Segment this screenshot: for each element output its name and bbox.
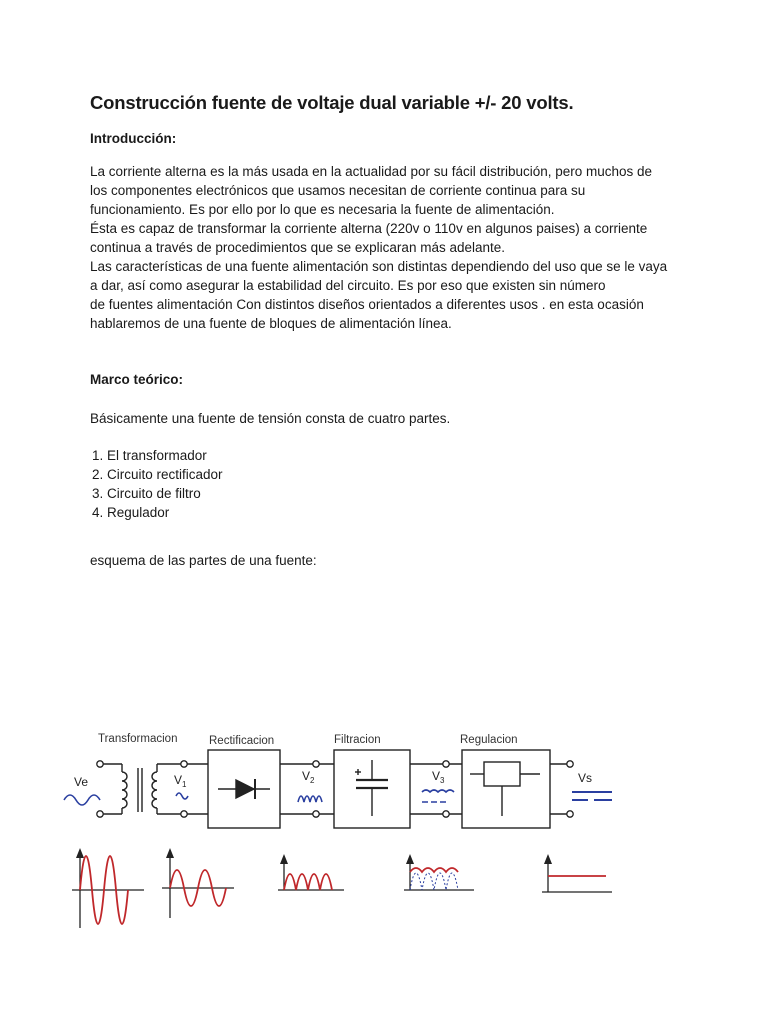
v1-wave-icon <box>176 793 188 799</box>
regulator-ic <box>484 762 520 786</box>
list-item: 2. Circuito rectificador <box>92 467 223 482</box>
diode-icon <box>236 780 254 798</box>
waveform-rectified <box>278 854 344 890</box>
secondary-coil <box>152 772 157 808</box>
waveform-ac-secondary <box>162 848 234 918</box>
ac-input-wave-icon <box>64 795 100 805</box>
intro-line: de fuentes alimentación Con distintos diseños orientados a diferentes usos . en esta ocasión <box>90 297 644 312</box>
label-vs: Vs <box>578 771 593 785</box>
marco-heading: Marco teórico: <box>90 372 184 387</box>
marco-text: Básicamente una fuente de tensión consta de cuatro partes. <box>90 411 451 426</box>
list-item: 1. El transformador <box>92 448 207 463</box>
intro-line: La corriente alterna es la más usada en la actualidad por su fácil distribución, pero muchos de <box>90 164 653 179</box>
intro-line: los componentes electrónicos que usamos necesitan de corriente continua para su <box>90 183 586 198</box>
page-title: Construcción fuente de voltaje dual variable +/- 20 volts. <box>90 92 574 113</box>
v2-wave-icon <box>298 796 322 802</box>
label-ve: Ve <box>74 775 89 789</box>
waveform-plots <box>72 848 612 928</box>
list-item: 3. Circuito de filtro <box>92 486 201 501</box>
label-v1: $V_1$ <box>174 773 187 789</box>
intro-line: a dar, así como asegurar la estabilidad del circuito. Es por eso que existen sin número <box>90 278 606 293</box>
label-v2: $V_2$ <box>302 769 315 785</box>
intro-line: funcionamiento. Es por ello por lo que es necesaria la fuente de alimentación. <box>90 202 555 217</box>
intro-line: continua a través de procedimientos que se explicaran más adelante. <box>90 240 505 255</box>
intro-paragraph <box>90 162 667 333</box>
stage-label-transformacion: Transformacion <box>98 733 178 745</box>
circuit-wiring <box>100 750 570 828</box>
stage-label-rectificacion: Rectificacion <box>209 735 275 747</box>
parts-list <box>92 446 223 522</box>
intro-line: Ésta es capaz de transformar la corriente alterna (220v o 110v en algunos paises) a corriente <box>90 221 648 236</box>
stage-label-filtracion: Filtracion <box>334 734 381 746</box>
waveform-ac-input <box>72 848 144 928</box>
v3-ripple-icon <box>422 790 454 792</box>
list-item: 4. Regulador <box>92 505 170 520</box>
signal-icons <box>64 790 612 805</box>
stage-label-regulacion: Regulacion <box>460 734 518 746</box>
intro-line: hablaremos de una fuente de bloques de alimentación línea. <box>90 316 452 331</box>
waveform-regulated-dc <box>542 854 612 892</box>
intro-line: Las características de una fuente alimentación son distintas dependiendo del uso que se le vaya <box>90 259 668 274</box>
esquema-caption: esquema de las partes de una fuente: <box>90 553 317 568</box>
primary-coil <box>122 772 127 808</box>
waveform-filtered <box>404 854 474 890</box>
document-page <box>90 92 690 568</box>
intro-heading: Introducción: <box>90 131 177 146</box>
label-v3: $V_3$ <box>432 769 445 785</box>
power-supply-diagram <box>58 722 628 932</box>
